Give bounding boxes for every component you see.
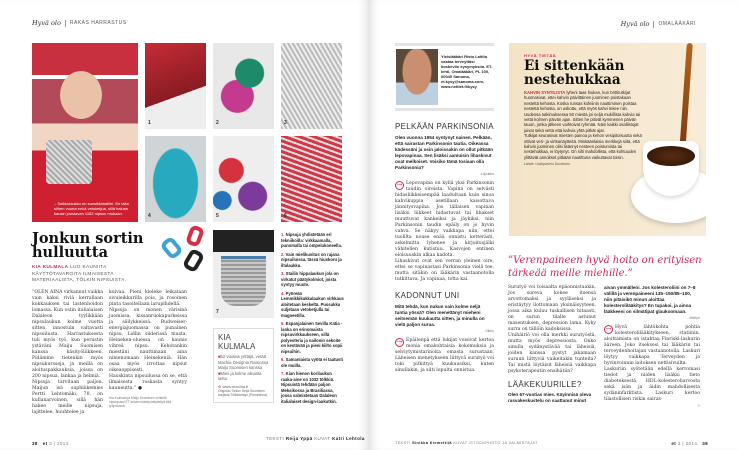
body-caption: Kia Kulmala ja Maiju Suominen veistelit nipsupussi ET-lehden käsityönäyttelyä eitä työpisussa. (109, 395, 172, 408)
answer-text: → Epäilenpä että lukijat voisivat kertoa monia omakohtaisia kokemuksia ja selviytymistarinoita omasta surustaan. Läheisen menetykseen liittyvä surutyö voi toki pitkittyä kuukausiksi, kuten sinullakin, ja silti lopulta onnistua. (395, 338, 494, 373)
info-box-coffee (509, 43, 706, 236)
kia-info-box (213, 328, 274, 403)
continue-icon: » (697, 403, 700, 409)
article-lead: KIA KULMALA LUO KAUNIITA KÄYTTÖTAVAROITA ILMAISESTA MATERIAALISTA, TÖLKIN NIPSUISTA. (32, 265, 127, 283)
body-column-1: ”OLEN AINA virkannut vaikka vain kaksi riviä kerrallaan kokkauksen tai lastenhoidon lomassa. Kun ostin italialaisen Dalaleon tyylikkään nipsulaukun kolme vuotta sitten, innostuin valtavasti nipsuilusta. Harrastuksesta tuli myös työ, kun perustin ystäväni Maiju Suomisen kanssa käsityöliikkeen. Pidämme tietenkin myös nipsukursseja, ja meillä on aloituspakkauksia, joissa on 200 nipsua, lankaa ja helmiä. Nipsuja tarvitaan paljon. Maijun isä suphliikemies Pertti Lehtomäki, 70, on kullanarvoinen, sillä hän hakee meille nipsuja, lajittelee, huuhtelee ja (32, 289, 104, 415)
section-category: RAKAS HARRASTUS (69, 20, 127, 26)
body-columns (32, 290, 187, 416)
article-title: Jonkun sortin hulluutta (32, 230, 144, 261)
section-category: OMALÄÄKÄRI (658, 21, 696, 27)
caption-item: 2. Vain mielikuvitus on rajana nipsuiluissa, tässä hiuskoru ja iltalaukku. (281, 251, 342, 268)
lower-flow (508, 254, 708, 409)
box-kicker: HYVÄ TIETÄÄ (524, 53, 557, 58)
photo-3: 3 (281, 43, 342, 129)
question-title: KADONNUT UNI (395, 291, 460, 300)
photo-7: 7 (213, 230, 274, 318)
kia-bullet: ■Mies ja kolme aikuista lasta (218, 370, 262, 382)
question-medication-cont: aivan ymmälleni. Jos kolesteroliini on 7–8 välillä ja verenpaineeni 135–150/85–100, niin pitäisikö minun aloittaa kolesterolilääkitys? En tupakoi, ja ainoa lääkkeeni on silmätipat glaukoomaan. -Mietyö → Hyvä lähtökohta pohtia kolesterolilääkitykseen, statiinin, aloittamista on istahtaa Finriski-laskurin ääreen. Joko itseksesi tai lääkärin tai terveydenhoitajan vastaanotolla. Laskuri löytyy vaikkapa Terveyden ja hyvinvoinnin laitoksen nettisivuilta. Laskuriin syötetään edellä kerromasi tiedot ja niiden lisäksi tieto diabeteksestä, HDL-kolesteroliarvosta sekä isän ja äidin mahdollisesta sydäninfarktista. Laskuri kertoo tilastollisen riskin sairas- » (604, 285, 700, 409)
photo-2: 2 (213, 43, 274, 129)
section-header (32, 19, 127, 27)
article-credits: TEKSTI Reija Yppä KUVAT Katri Lehtola (266, 436, 365, 441)
photo-1: 1 (145, 43, 206, 129)
caption-item: 6. Samanlaista vyötä ei taatusti ole muilla. (281, 357, 343, 368)
question-text: Mitä tehdä, kun nukun vain kolme neljä tuntia yössä? Olen menettänyt mieheni seitsemän kuukautta sitten, ja minulla on vielä paljon surua. (395, 304, 485, 327)
doctor-box (395, 43, 494, 111)
portrait-photo (32, 43, 138, 222)
pull-quote: ”Verenpaineen hyvä hoito on erityisen tärkeää meille miehille.” (508, 255, 702, 279)
caption-item: 7. Kian hienon korilaukun raaka-aine on 1032 tölkkiä. Nipsuistä tehdään paljon Meksikossa ja Brasiliassa, jossa valmistetaan Dalaleon italialaiset design-laukutkin. (281, 371, 337, 404)
question-title: PELKÄÄN PARKINSONIA (395, 122, 494, 131)
section-logo: Hyvä olo (32, 19, 61, 27)
caption-item: 1. Nipsuja yhdistetään eri tekniikoilla: virkkaamalla, punomalla tai ompelukoneella. (281, 232, 342, 248)
box-source: Lähde: Uutispalvelu Duodecim (524, 162, 570, 167)
article-flow (32, 232, 187, 416)
doctor-note: Yleislääkäri Risto Laitila vastaa terveyttäsi koskeviin kysymyksiin. ET-lehti, Omalääkäri, PL 100, 00040 Sanoma, et.kysy@sanoma.com, www.nettiet.fi/kysy (441, 54, 493, 89)
caption-item: 5. Espanjalainen Sevilla Katia -lanka on erinomaista nipsuvirkkaukseen, sillä polyesteria ja nailonin sekoite on kestävää ja pieni kiilto sopii nipsuihin. (281, 321, 343, 354)
arrow-right-icon: → (396, 181, 403, 189)
coffee-stream (679, 43, 693, 153)
kia-name: KIA KULMALA (218, 333, 256, 351)
photo-caption-list (281, 232, 345, 404)
web-icon: ⊕ (218, 383, 222, 389)
section-header (621, 20, 696, 28)
question-sleep: KADONNUT UNI Mitä tehdä, kun nukun vain kolme neljä tuntia yössä? Olen menettänyt mieheni seitsemän kuukautta sitten, ja minulla on vielä paljon surua. -Vikey → Epäilenpä että lukijat voisivat kertoa monia omakohtaisia kokemuksia ja selviytymistarinoita omasta surustaan. Läheisen menetykseen liittyvä surutyö voi toki pitkittyä kuukausiksi, kuten sinullakin, ja silti lopulta onnistua. (395, 291, 494, 373)
question-text: Olen 67-vuotias mies. Käyinnisä oleva rasvakeskustelu on saattanut minut (508, 392, 592, 403)
photo-5: 5 (213, 136, 274, 222)
right-page (369, 0, 738, 450)
photo-4: 4 (145, 136, 206, 222)
page-footer: 38 et 3 | 2014 (32, 441, 69, 446)
section-logo: Hyvä olo (620, 20, 650, 28)
question-text: Olen vuonna 1954 syntynyt nainen. Pelkään, että sairastan Parkinsonin tautia. Oikeassa kädessäni ja osin jaloissakin on ollut pitkään lepovapinaa. Sen lisäksi aamuisin lihaskivut ovat melkoiset. Voisiko tämä tosiaan olla Parkinsonia? (395, 135, 494, 170)
question-text-cont: aivan ymmälleni. Jos kolesteroliini on 7–8 välillä ja verenpaineeni 135–150/85–100, niin pitäisikö minun aloittaa kolesterolilääkitys? En tupakoi, ja ainoa lääkkeeni on silmätipat glaukoomaan. (604, 285, 696, 314)
doctor-photo (396, 49, 438, 105)
question-medication (508, 380, 596, 404)
coffee-cup (643, 141, 699, 196)
body-column-1: Surutyö voi toisaalta epäonnistuakin. Jos sureva kokee itsensä arvottomaksi ja syylliseksi ja eristäytyy ilottomaan yksinäisyyteen, jossa aika kuluu tuskallisen hitaasti, on surun tilalle astunut masentuksen, depression lama. Kyky surra on tällöin kadoksissa. Unihäiriö voi olla merkki surutyöstä, mutta myös depressiosta. Onko sinulla sydänystävää tai läheisiä, joiden kanssa pystyt jakamaan suruun liittyviä vaikeitakin tunteita? Tai mistä löytäisit läheisiä vaikkapa psykoterapeutin ensihätiin? (508, 285, 596, 374)
box-flow (524, 53, 642, 167)
box-text: KAHVIN SYNTILISTA lyheni taas hiukan, kun brittitutkijat huomasivat, ettei kahvin päivittäinen juominen poistakaan nestettä kehosta. Koska runsas kofeiinin nauttiminen poistaa nestettä kehosta, on uskottu, että myös kahvi tekee niin. Uudessa tutkimuksessa 50 miestä joi neljä mukillista kahvia tai vettä kolmen päivän ajan. Sitten he pitivät kymmenen päivän tauon, jonka jälkeen vaihtoivat ryhmää. Näin kaikki osallistujat joivat sekä vettä että kahvia yhtä pitkät ajat. Tutkijat seurasivat miesten painoa ja kehon vesipitoisuutta sekä ottivat veri- ja virtsanäytteitä. Minkäänlaisia merkkejä siitä, että kahvin juominen olisi lisännyt nesteen poistumista tai nestehukkaa, ei löytynyt. On silti mahdollista, että kohtuuden ylittävät annokset pitkään nautittuna vaikuttavat toisin. (524, 90, 642, 160)
caption-item: 3. Stailin hippalaukun jola on virkatut päätykolmiot, joista syntyy muoto. (281, 271, 339, 287)
box-title: Ei sittenkään nestehukkaa (524, 58, 625, 88)
article-credits: TEKSTI Sinikka Klemettilä KUVAT ISTOCKPHOTO JA VALMISTAJAT (395, 441, 538, 445)
question-parkinson: PELKÄÄN PARKINSONIA Olen vuonna 1954 syntynyt nainen. Pelkään, että sairastan Parkinsonin tautia. Oikeassa kädessäni ja osin jaloissakin on ollut pitkään lepovapinaa. Sen lisäksi aamuisin lihaskivut ovat melkoiset. Voisiko tämä tosiaan olla Parkinsonia? -Lilpukko → Lepovapina on kyllä yksi Parkinsonin taudin oireista. Vapina on selvästi hidasliikkeisempää laadultaan kuin sinoa kahvikuppia asetillaan kaisottava jännitysvapina. Jos tällaisen vapinan lisäksi liikkeet hidastuvat tai lihakset muuttuvat kankeiksi ja jäykiksi, niin Parkinsonin taudin epäily on jo hyvin vahva. Se näkyy vaikkapa niin, ettei tuolilta nouse enää onnistu ketterästi, askelmitta lyhenee ja kirjoitusjälki vähitellen kutistuu. Kasvojen entinen eloisuuskin alkaa kadota. Lihaskivut ovat sen verran yleinen oire, ettei se vapinastasi Parkinsonia vielä tee, mutta sitäkin on lääkärin vastaanotolla tutkittava. Ja vapinaa, totta kai. (395, 122, 494, 282)
answer-text: → Lepovapina on kyllä yksi Parkinsonin taudin oireista. Vapina on selvästi hidasliikkeisempää laadultaan kuin sinoa kahvikuppia asetillaan kaisottava jännitysvapina. Jos tällaisen vapinan lisäksi liikkeet hidastuvat tai lihakset muuttuvat kankeiksi ja jäykiksi, niin Parkinsonin taudin epäily on jo hyvin vahva. Se näkyy vaikkapa niin, ettei tuolilta nouse enää onnistu ketterästi, askelmitta lyhenee ja kirjoitusjälki vähitellen kutistuu. Kasvojen entinen eloisuuskin alkaa kadota. Lihaskivut ovat sen verran yleinen oire, ettei se vapinastasi Parkinsonia vielä tee, mutta sitäkin on lääkärin vastaanotolla tutkittava. Ja vapinaa, totta kai. (395, 181, 494, 282)
arrow-right-icon: → (605, 325, 612, 333)
photo-caption: – Salkkulaukku on suosikkimallini. En laita siihen vuorta enkä vetoketjua, sillä haluan kausin joustavan 1152 nipsun mukaan. (54, 201, 129, 216)
caption-item: 4. Pyöreän Lemmikkikukkalaukun virkkaus aloitetaan keskeltä. Pussukka suljetaan vetoketjulla tai magneetilla. (281, 290, 344, 318)
qa-column (395, 122, 494, 374)
lower-columns (508, 285, 708, 409)
page-footer: et 3 | 2014 39 (671, 441, 708, 446)
photo-6: 6 (281, 136, 342, 222)
answer-text: → Hyvä lähtökohta pohtia kolesterolilääkitykseen, statiinin, aloittamista on istahtaa Finriski-laskurin ääreen. Joko itseksesi tai lääkärin tai terveydenhoitajan vastaanotolla. Laskuri löytyy vaikkapa Terveyden ja hyvinvoinnin laitoksen nettisivuilta. Laskuriin syötetään edellä kerromasi tiedot ja niiden lisäksi tieto diabeteksestä, HDL-kolesteroliarvosta sekä isän ja äidin mahdollisesta sydäninfarktista. Laskuri kertoo tilastollisen riskin sairas- (604, 325, 700, 402)
kia-credit: Obgekto Tiekov Seija Suomisen korjasta Tölkkdesign (Pieosilinna) (218, 388, 268, 397)
arrow-right-icon: → (396, 338, 403, 346)
body-column-2: kuivaa. Pieni kieleke leikataan sivuleikkurilla pois, ja rosoinen pinta tasoitellaan laruplhdellä. Nipsuja on monen värisinä juomissa, kissanruokapurkeissa ja säilykkeissä. Budweiser-energiajuomassa on punainen nipsu, Lidlin siiderissä musta. Heineken-oluessa on kaunis vihreä nipsu. Kehotankin miestäni nauttimaan aina nimenomaan Heinekeniä. Hän osaa myös irrottaa nipsut oikeaoppisesti. Hauskinta nipsuilussa on se, että ilmaisesta roskasta syntyy kauneutta.” ● (109, 289, 187, 391)
kia-bullet: ■52-vuotias yrittäjä, vetää Machia Designia Raisiossa Maiju Suomisen kanssa (218, 354, 269, 371)
kia-web-link[interactable]: ⊕ www.machia.fi (218, 383, 249, 389)
question-title: LÄÄKEKUURILLE? (508, 380, 582, 389)
